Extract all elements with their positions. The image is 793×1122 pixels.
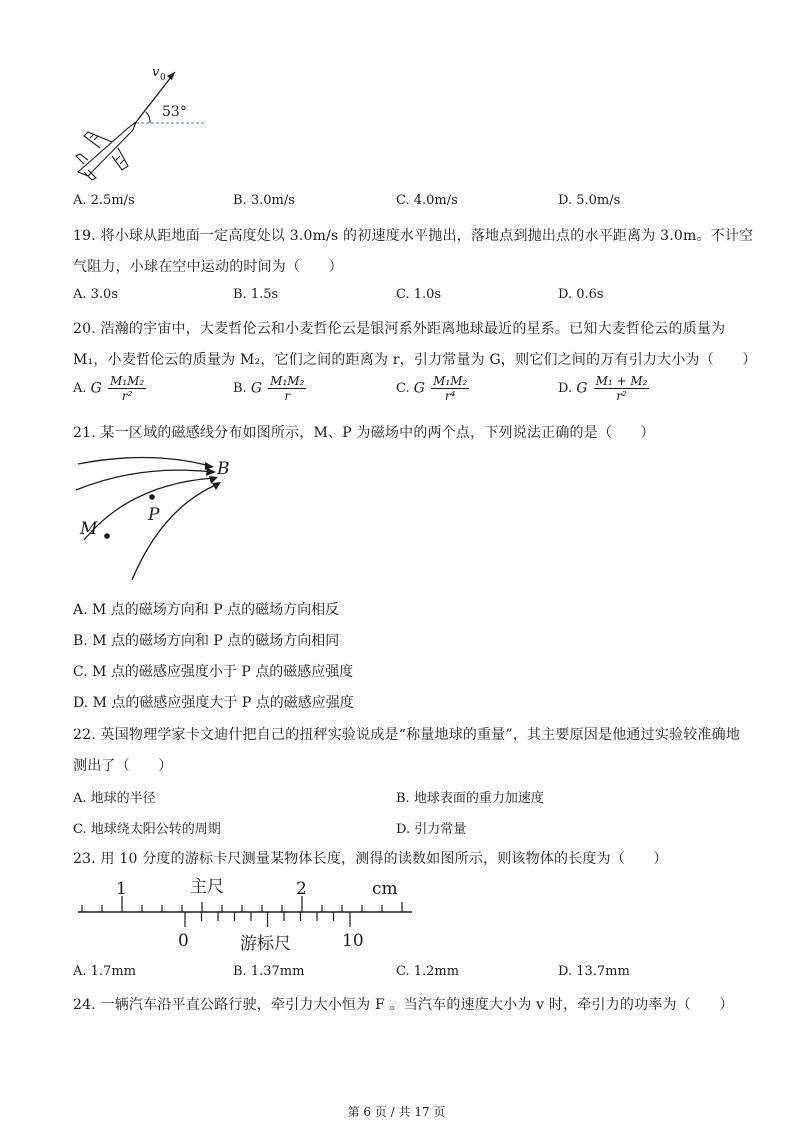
q18-option-d: D. 5.0m/s bbox=[558, 193, 621, 208]
page-footer: 第 6 页 / 共 17 页 bbox=[347, 1105, 446, 1119]
vernier-scale-ticks bbox=[185, 912, 350, 927]
q20-option-a-g: G bbox=[90, 380, 102, 397]
fraction-numerator: M₁ + M₂ bbox=[595, 374, 648, 388]
point-label-m: M bbox=[80, 519, 98, 539]
vernier-label-0: 0 bbox=[178, 931, 189, 951]
q20-option-d-letter: D. bbox=[558, 381, 573, 396]
q20-option-b bbox=[233, 374, 306, 403]
q20-option-a-letter: A. bbox=[73, 381, 87, 396]
q20-option-c-letter: C. bbox=[396, 381, 410, 396]
unit-label: cm bbox=[372, 879, 398, 899]
q20-option-c-fraction bbox=[431, 374, 469, 403]
fraction-denominator: r⁴ bbox=[444, 389, 456, 403]
q20-option-c bbox=[396, 374, 469, 403]
q20-option-b-g: G bbox=[250, 380, 263, 397]
q23-option-d: D. 13.7mm bbox=[558, 964, 630, 979]
fraction-numerator: M₁M₂ bbox=[110, 374, 145, 388]
q21-option-a: A. M 点的磁场方向和 P 点的磁场方向相反 bbox=[73, 602, 340, 618]
q21-option-b: B. M 点的磁场方向和 P 点的磁场方向相同 bbox=[73, 633, 340, 649]
q22-stem-line2: 测出了（ ） bbox=[73, 758, 173, 774]
airplane-icon bbox=[76, 122, 136, 180]
q20-option-d-fraction bbox=[594, 374, 650, 403]
fraction-denominator: r bbox=[284, 389, 291, 403]
q20-option-d-g: G bbox=[576, 380, 588, 397]
q21-stem: 21. 某一区域的磁感线分布如图所示，M、P 为磁场中的两个点，下列说法正确的是（ ） bbox=[73, 425, 655, 441]
vernier-label-10: 10 bbox=[342, 931, 364, 951]
fraction-numerator: M₁M₂ bbox=[270, 374, 305, 388]
q22-option-a: A. 地球的半径 bbox=[73, 791, 156, 806]
fraction-denominator: r² bbox=[616, 389, 627, 403]
q23-option-b: B. 1.37mm bbox=[233, 964, 305, 979]
q20-option-b-letter: B. bbox=[233, 381, 247, 396]
q22-option-d: D. 引力常量 bbox=[396, 822, 467, 837]
q19-option-a: A. 3.0s bbox=[73, 287, 118, 302]
main-scale-ticks bbox=[82, 896, 402, 912]
q23-stem: 23. 用 10 分度的游标卡尺测量某物体长度，测得的读数如图所示，则该物体的长度为（ ） bbox=[73, 851, 668, 867]
q20-option-c-g: G bbox=[413, 380, 425, 397]
main-scale-label-1: 1 bbox=[116, 879, 127, 899]
q20-stem-line2: M₁，小麦哲伦云的质量为 M₂，它们之间的距离为 r，引力常量为 G，则它们之间的万有引力大小为（ ） bbox=[73, 352, 757, 368]
fraction-numerator: M₁M₂ bbox=[433, 374, 468, 388]
q19-option-c: C. 1.0s bbox=[396, 287, 442, 302]
vernier-scale-title: 游标尺 bbox=[240, 934, 291, 954]
velocity-subscript: 0 bbox=[160, 73, 166, 83]
q22-option-b: B. 地球表面的重力加速度 bbox=[396, 791, 544, 806]
point-label-p: P bbox=[148, 505, 160, 525]
q18-option-c: C. 4.0m/s bbox=[396, 193, 458, 208]
q20-option-b-fraction bbox=[268, 374, 306, 403]
q18-option-a: A. 2.5m/s bbox=[73, 193, 135, 208]
q23-option-c: C. 1.2mm bbox=[396, 964, 460, 979]
q20-stem-line1: 20. 浩瀚的宇宙中，大麦哲伦云和小麦哲伦云是银河系外距离地球最近的星系。已知大麦哲伦云的质量为 bbox=[73, 321, 726, 337]
q22-stem-line1: 22. 英国物理学家卡文迪什把自己的扭秤实验说成是“称量地球的重量”，其主要原因是他通过实验较准确地 bbox=[73, 727, 741, 743]
q19-option-d: D. 0.6s bbox=[558, 287, 604, 302]
q19-stem-line2: 气阻力，小球在空中运动的时间为（ ） bbox=[73, 259, 343, 275]
vernier-caliper-figure bbox=[72, 872, 422, 954]
main-scale-label-2: 2 bbox=[296, 879, 307, 899]
angle-label: 53° bbox=[162, 104, 187, 120]
q18-option-b: B. 3.0m/s bbox=[233, 193, 295, 208]
fraction-denominator: r² bbox=[121, 389, 133, 403]
q19-option-b: B. 1.5s bbox=[233, 287, 279, 302]
q23-option-a: A. 1.7mm bbox=[73, 964, 136, 979]
field-label-b: B bbox=[217, 459, 230, 479]
q20-option-d bbox=[558, 374, 649, 403]
q22-option-c: C. 地球绕太阳公转的周期 bbox=[73, 822, 221, 837]
q24-stem: 24. 一辆汽车沿平直公路行驶，牵引力大小恒为 F 。当汽车的速度大小为 v 时，牵引力的功率为（ ） bbox=[73, 997, 734, 1013]
q20-option-a bbox=[73, 374, 146, 403]
magnetic-field-figure bbox=[70, 450, 250, 585]
q21-option-c: C. M 点的磁感应强度小于 P 点的磁感应强度 bbox=[73, 664, 354, 680]
velocity-label: v bbox=[152, 65, 160, 80]
airplane-figure bbox=[70, 60, 220, 185]
q19-stem-line1: 19. 将小球从距地面一定高度处以 3.0m/s 的初速度水平抛出，落地点到抛出点的水平距离为 3.0m。不计空 bbox=[73, 228, 754, 244]
q20-option-a-fraction bbox=[108, 374, 146, 403]
q21-option-d: D. M 点的磁感应强度大于 P 点的磁感应强度 bbox=[73, 695, 354, 711]
main-scale-title: 主尺 bbox=[190, 877, 224, 897]
